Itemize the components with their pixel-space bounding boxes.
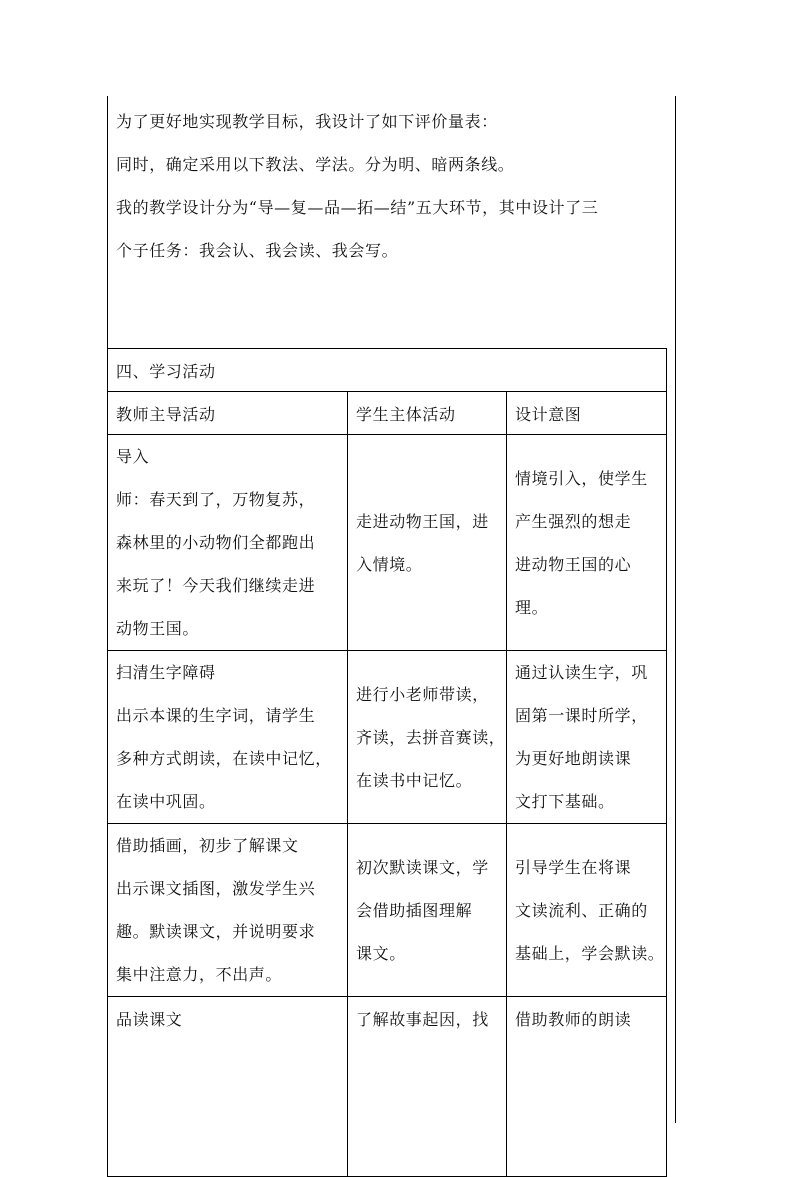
cell-line: 出示本课的生字词，请学生 bbox=[116, 706, 316, 725]
cell-line: 理。 bbox=[515, 597, 549, 617]
cell-line: 产生强烈的想走 bbox=[515, 511, 632, 531]
cell-line: 情境引入，使学生 bbox=[515, 468, 648, 488]
cell-line: 借助插画，初步了解课文 bbox=[116, 836, 299, 855]
table-row bbox=[108, 997, 667, 1177]
cell-line: 出示课文插图，激发学生兴 bbox=[116, 879, 316, 898]
design-intent-cell bbox=[507, 435, 667, 651]
design-intent-cell bbox=[507, 651, 667, 824]
cell-line: 来玩了！今天我们继续走进 bbox=[116, 576, 316, 595]
teacher-activity-cell bbox=[108, 997, 348, 1177]
header-row bbox=[108, 392, 667, 435]
cell-line: 入情境。 bbox=[356, 554, 423, 574]
section-title-row bbox=[108, 349, 667, 392]
cell-line: 了解故事起因，找 bbox=[356, 1010, 489, 1029]
header-design-intent: 设计意图 bbox=[507, 392, 667, 435]
cell-line: 借助教师的朗读 bbox=[515, 1010, 632, 1029]
teacher-activity-cell bbox=[108, 824, 348, 997]
intro-line: 同时，确定采用以下教法、学法。分为明、暗两条线。 bbox=[116, 155, 515, 174]
cell-line: 固第一课时所学， bbox=[515, 706, 648, 725]
cell-line: 为更好地朗读课 bbox=[515, 749, 632, 768]
table-row bbox=[108, 435, 667, 651]
student-activity-cell bbox=[348, 997, 507, 1177]
cell-line: 趣。默读课文，并说明要求 bbox=[116, 922, 316, 941]
intro-line: 我的教学设计分为“导—复—品—拓—结”五大环节，其中设计了三 bbox=[116, 198, 599, 217]
design-intent-cell bbox=[507, 997, 667, 1177]
design-intent-cell bbox=[507, 824, 667, 997]
cell-line: 基础上，学会默读。 bbox=[515, 943, 665, 963]
section-title: 四、学习活动 bbox=[108, 349, 667, 392]
cell-line: 导入 bbox=[116, 447, 150, 466]
cell-line: 森林里的小动物们全都跑出 bbox=[116, 533, 316, 552]
table-row bbox=[108, 824, 667, 997]
cell-line: 进动物王国的心 bbox=[515, 554, 632, 574]
cell-line: 师：春天到了，万物复苏， bbox=[116, 490, 316, 509]
student-activity-cell bbox=[348, 824, 507, 997]
cell-line: 走进动物王国，进 bbox=[356, 511, 489, 531]
intro-line: 个子任务：我会认、我会读、我会写。 bbox=[116, 241, 399, 260]
cell-line: 引导学生在将课 bbox=[515, 857, 632, 877]
cell-line: 多种方式朗读，在读中记忆， bbox=[116, 749, 332, 768]
design-overview-text bbox=[116, 100, 682, 272]
cell-line: 扫清生字障碍 bbox=[116, 663, 216, 682]
cell-line: 进行小老师带读， bbox=[356, 684, 489, 704]
cell-line: 在读中巩固。 bbox=[116, 792, 216, 811]
student-activity-cell bbox=[348, 435, 507, 651]
cell-line: 文打下基础。 bbox=[515, 792, 615, 811]
cell-line: 文读流利、正确的 bbox=[515, 900, 648, 920]
learning-activities-table bbox=[107, 348, 667, 1177]
intro-line: 为了更好地实现教学目标，我设计了如下评价量表： bbox=[116, 112, 498, 131]
cell-line: 初次默读课文，学 bbox=[356, 857, 489, 877]
cell-line: 齐读，去拼音赛读， bbox=[356, 727, 506, 747]
header-student-activity: 学生主体活动 bbox=[348, 392, 507, 435]
cell-line: 在读书中记忆。 bbox=[356, 770, 473, 790]
student-activity-cell bbox=[348, 651, 507, 824]
teacher-activity-cell bbox=[108, 435, 348, 651]
cell-line: 会借助插图理解 bbox=[356, 900, 473, 920]
teacher-activity-cell bbox=[108, 651, 348, 824]
cell-line: 集中注意力，不出声。 bbox=[116, 965, 283, 984]
header-teacher-activity: 教师主导活动 bbox=[108, 392, 348, 435]
cell-line: 品读课文 bbox=[116, 1010, 183, 1029]
cell-line: 课文。 bbox=[356, 943, 406, 963]
cell-line: 通过认读生字，巩 bbox=[515, 663, 648, 682]
cell-line: 动物王国。 bbox=[116, 619, 200, 638]
table-row bbox=[108, 651, 667, 824]
